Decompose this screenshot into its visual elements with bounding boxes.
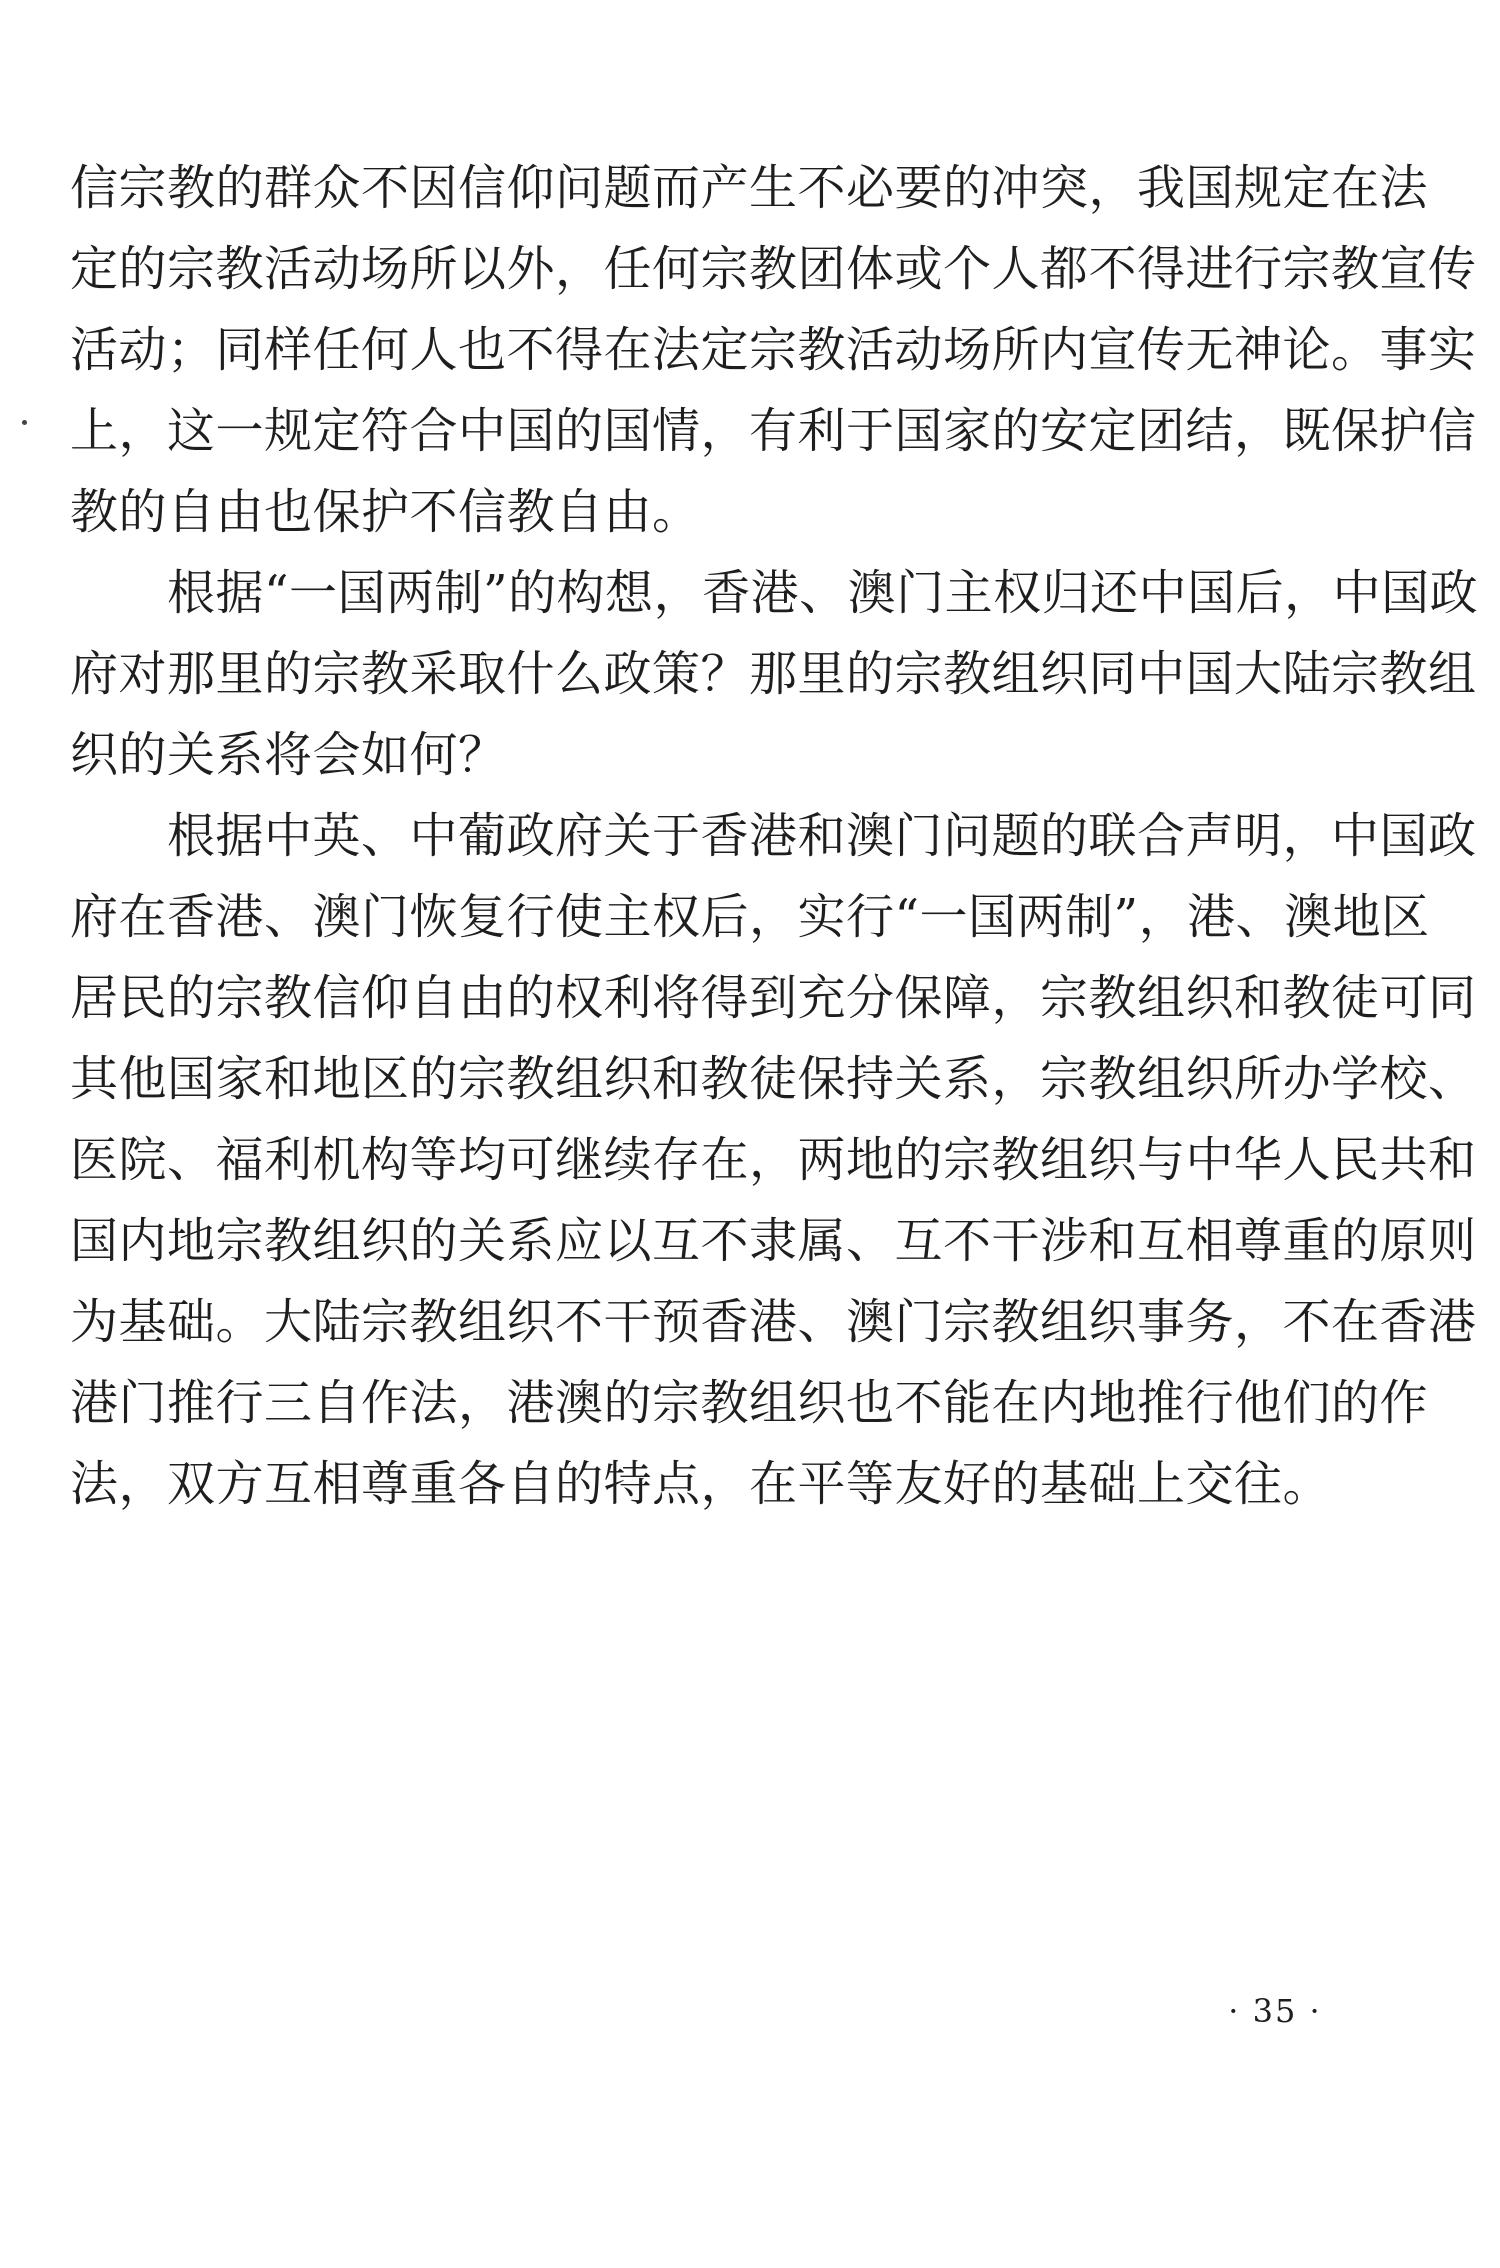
text-line-7: 府对那里的宗教采取什么政策？那里的宗教组织同中国大陆宗教组 bbox=[70, 646, 1477, 702]
text-line-14: 国内地宗教组织的关系应以互不隶属、互不干涉和互相尊重的原则 bbox=[70, 1213, 1477, 1269]
margin-mark bbox=[22, 420, 27, 425]
text-line-5: 教的自由也保护不信教自由。 bbox=[70, 484, 701, 540]
text-line-4: 上，这一规定符合中国的国情，有利于国家的安定团结，既保护信 bbox=[70, 403, 1477, 459]
text-line-2: 定的宗教活动场所以外，任何宗教团体或个人都不得进行宗教宣传 bbox=[70, 241, 1477, 297]
text-line-17: 法，双方互相尊重各自的特点，在平等友好的基础上交往。 bbox=[70, 1456, 1332, 1512]
text-line-9: 根据中英、中葡政府关于香港和澳门问题的联合声明，中国政 bbox=[70, 808, 1477, 864]
text-line-12: 其他国家和地区的宗教组织和教徒保持关系，宗教组织所办学校、 bbox=[70, 1051, 1477, 1107]
text-line-3: 活动；同样任何人也不得在法定宗教活动场所内宣传无神论。事实 bbox=[70, 322, 1477, 378]
text-line-15: 为基础。大陆宗教组织不干预香港、澳门宗教组织事务，不在香港 bbox=[70, 1294, 1477, 1350]
text-line-6: 根据“一国两制”的构想，香港、澳门主权归还中国后，中国政 bbox=[70, 565, 1479, 621]
text-line-8: 织的关系将会如何？ bbox=[70, 727, 507, 783]
text-line-10: 府在香港、澳门恢复行使主权后，实行“一国两制”，港、澳地区 bbox=[70, 889, 1430, 945]
page-number: · 35 · bbox=[1228, 1992, 1322, 2030]
body-text bbox=[70, 148, 1479, 1525]
text-line-13: 医院、福利机构等均可继续存在，两地的宗教组织与中华人民共和 bbox=[70, 1132, 1477, 1188]
text-line-1: 信宗教的群众不因信仰问题而产生不必要的冲突，我国规定在法 bbox=[70, 160, 1429, 216]
text-line-11: 居民的宗教信仰自由的权利将得到充分保障，宗教组织和教徒可同 bbox=[70, 970, 1477, 1026]
text-line-16: 港门推行三自作法，港澳的宗教组织也不能在内地推行他们的作 bbox=[70, 1375, 1429, 1431]
